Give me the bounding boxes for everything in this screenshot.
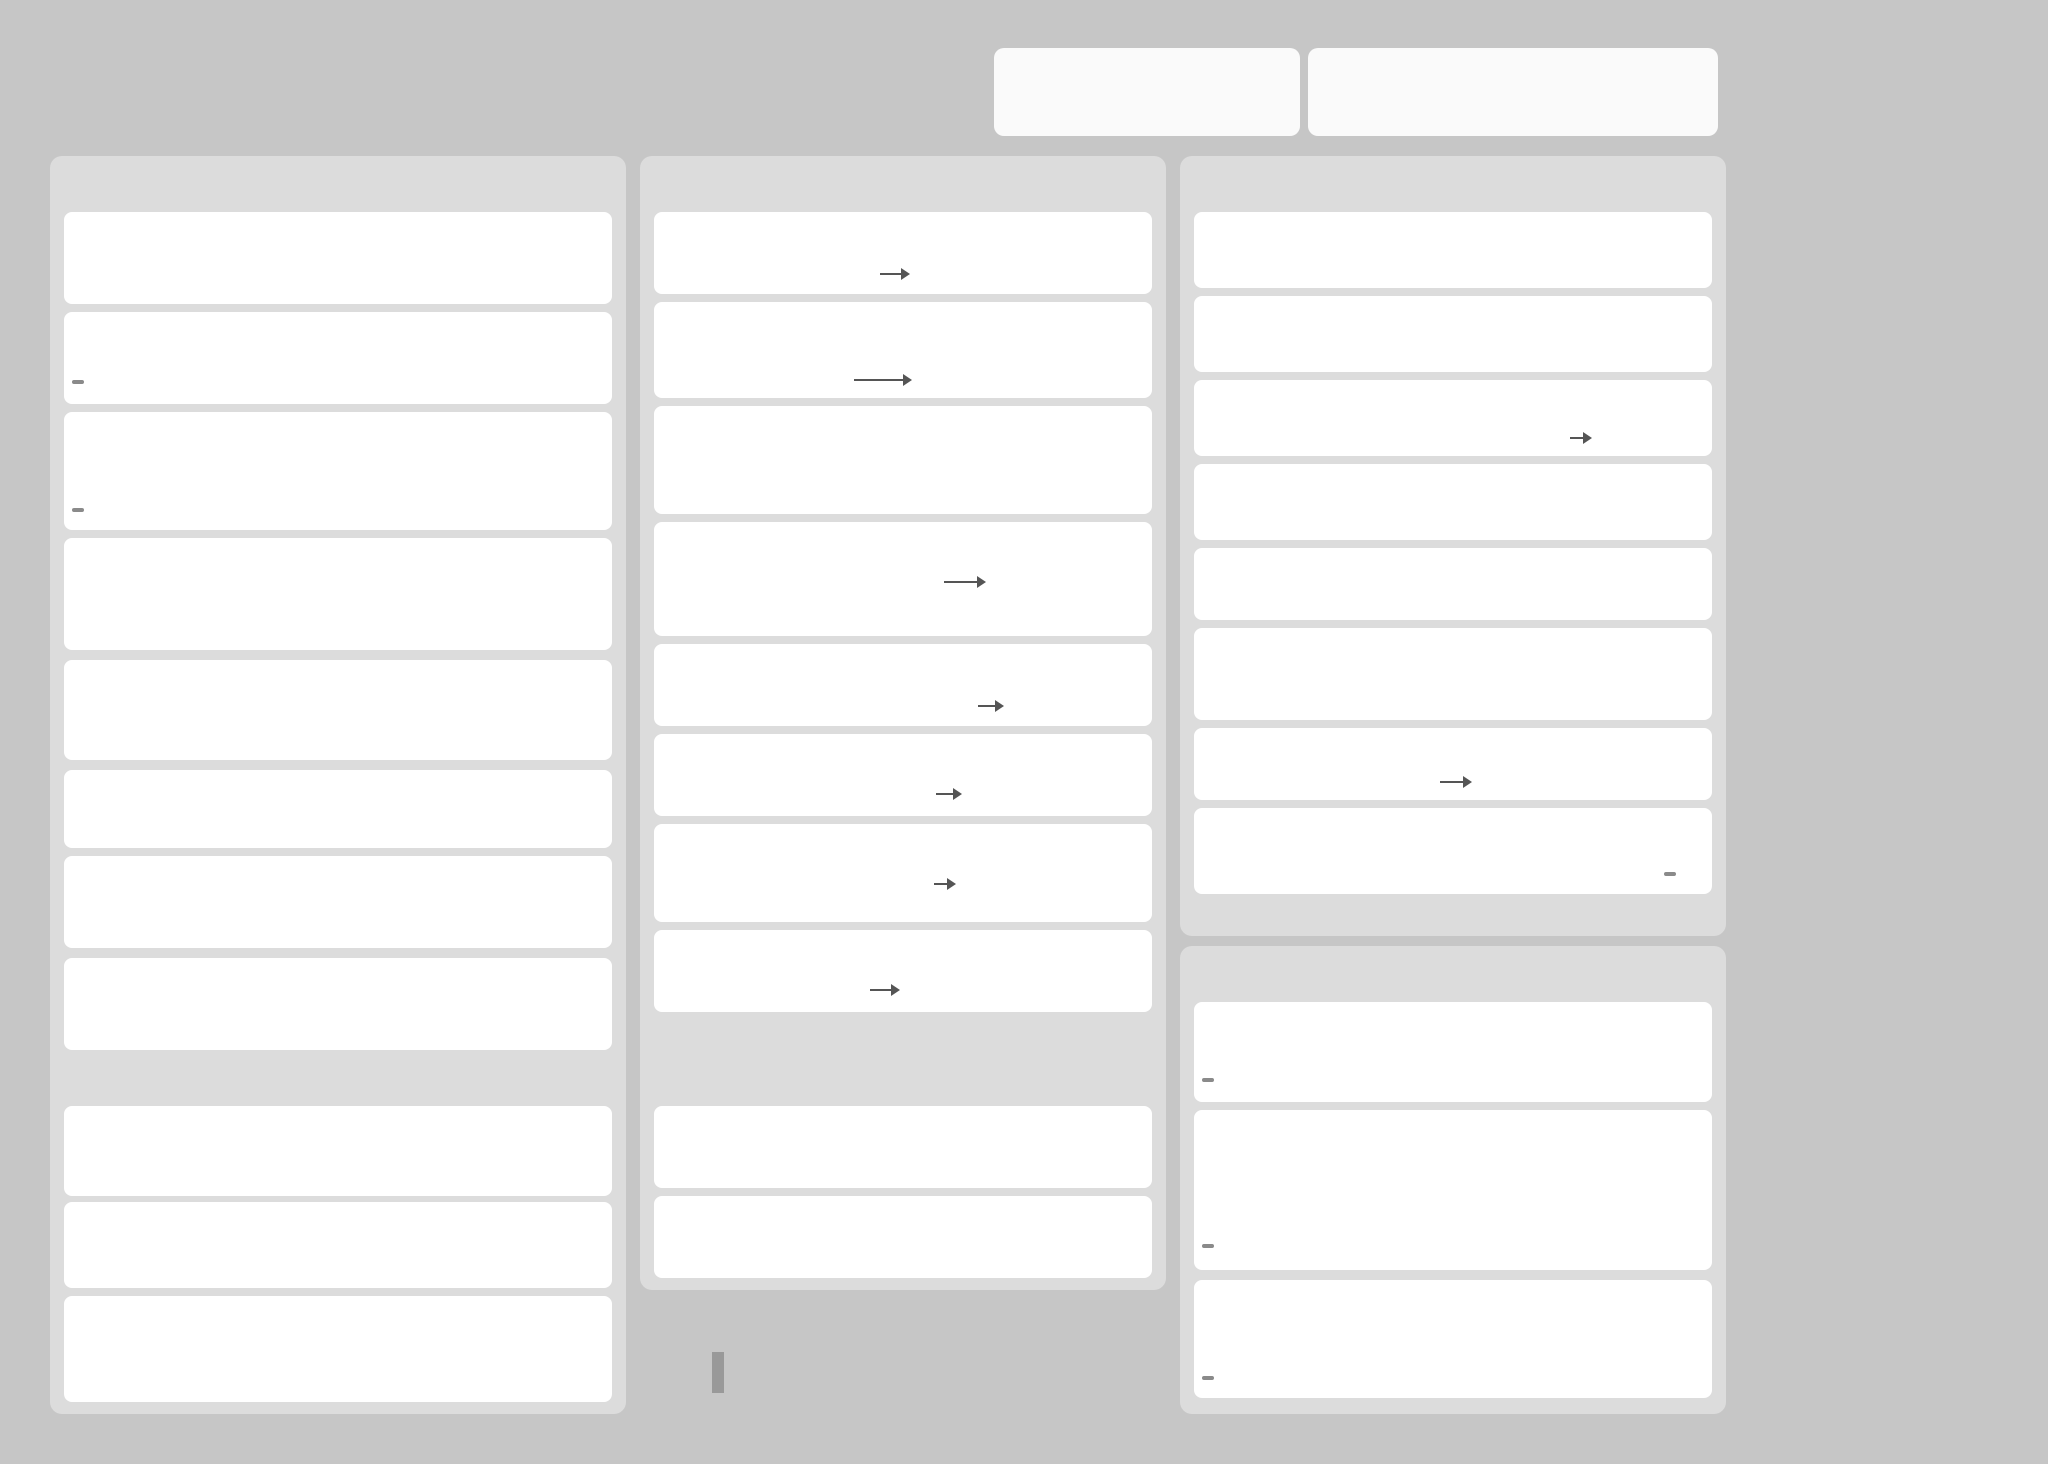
lower-bound-description (422, 1110, 447, 1190)
card-generate (1194, 380, 1712, 456)
any-of-description (434, 418, 457, 494)
card-erase (1194, 808, 1712, 894)
card-shuffle (654, 930, 1152, 1012)
reordering-section (640, 156, 1166, 1290)
card-stable-sort (654, 406, 1152, 514)
card-inclusive-scan (1194, 1280, 1712, 1398)
card-reverse (654, 212, 1152, 294)
card-upper-bound (64, 1202, 612, 1288)
unique-arrow (1440, 781, 1470, 783)
upper-bound-description (422, 1206, 447, 1286)
next-perm-arrow (934, 883, 954, 885)
card-unique (1194, 728, 1712, 800)
card-copy (1194, 212, 1712, 288)
any-of-badge (72, 508, 84, 512)
card-sort (654, 302, 1152, 398)
any-of-signatures (72, 418, 132, 530)
inclusive-scan-signatures (1202, 1286, 1258, 1398)
card-replace-if (1194, 548, 1712, 620)
card-replace (1194, 464, 1712, 540)
footer-logo (712, 1352, 724, 1393)
shuffle-arrow (870, 989, 898, 991)
card-any-of (64, 412, 612, 530)
card-next-permutation (654, 824, 1152, 922)
card-rotate (654, 734, 1152, 816)
transform-reduce-badge (1202, 1244, 1214, 1248)
card-transform-reduce (1194, 1110, 1712, 1270)
find-description (434, 546, 459, 650)
inclusive-scan-badge (1202, 1376, 1214, 1380)
partition-arrow (978, 705, 1002, 707)
card-find-if (64, 538, 612, 650)
card-minmax-element (64, 312, 612, 404)
card-mismatch (64, 856, 612, 948)
equal-range-description (422, 1300, 445, 1384)
generate-arrow (1570, 437, 1590, 439)
card-min-element (64, 212, 612, 304)
non-modifying-section (50, 156, 626, 1414)
count-signatures (72, 666, 132, 760)
card-equal-range (64, 1296, 612, 1402)
distance-box (1308, 48, 1718, 136)
rotate-arrow (936, 793, 960, 795)
reverse-arrow (880, 273, 908, 275)
min-element-signature (72, 220, 82, 239)
card-remove (1194, 628, 1712, 720)
card-reduce (1194, 1002, 1712, 1102)
reduce-badge (1202, 1078, 1214, 1082)
card-count-if (64, 660, 612, 760)
iterator-ranges-box (994, 48, 1300, 136)
search-description (434, 964, 457, 1040)
numeric-section (1180, 946, 1726, 1414)
erase-badge (1664, 872, 1676, 876)
nth-arrow (944, 581, 984, 583)
card-equal (64, 770, 612, 848)
card-lower-bound (64, 1106, 612, 1196)
card-transform (1194, 296, 1712, 372)
card-nth-element (654, 522, 1152, 636)
sort-arrow (854, 379, 910, 381)
minmax-badge (72, 380, 84, 384)
changing-section (1180, 156, 1726, 936)
card-set-union (654, 1196, 1152, 1278)
remove-signatures (1202, 634, 1262, 720)
reduce-signatures (1202, 1008, 1258, 1102)
card-partition (654, 644, 1152, 726)
sort-signatures (662, 308, 722, 398)
card-search (64, 958, 612, 1050)
find-signatures (72, 544, 132, 650)
card-merge (654, 1106, 1152, 1188)
